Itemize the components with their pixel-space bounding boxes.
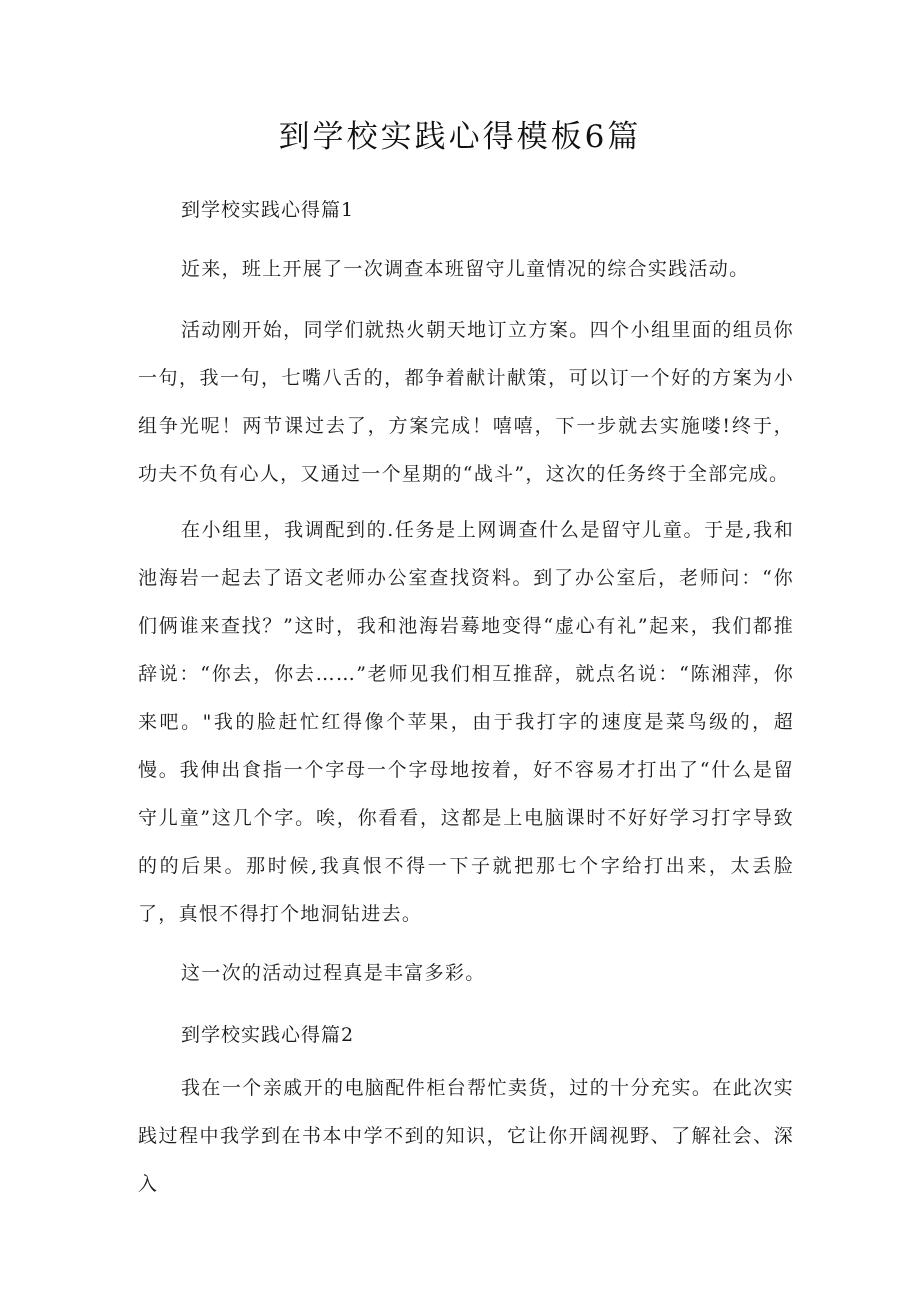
section-heading-2: 到学校实践心得篇2 <box>181 1024 355 1046</box>
section-heading-1: 到学校实践心得篇1 <box>181 199 355 221</box>
document-title: 到学校实践心得模板6篇 <box>278 119 642 155</box>
paragraph: 这一次的活动过程真是丰富多彩。 <box>181 962 486 984</box>
paragraph: 我在一个亲戚开的电脑配件柜台帮忙卖货，过的十分充实。在此次实践过程中我学到在书本中学不到的知识，它让你开阔视野、了解社会、深入 <box>138 1077 794 1195</box>
paragraph: 活动刚开始，同学们就热火朝天地订立方案。四个小组里面的组员你一句，我一句，七嘴八舌的，都争着献计献策，可以订一个好的方案为小组争光呢！两节课过去了，方案完成！嘻嘻，下一步就去实施喽!终于，功夫不负有心人，又通过一个星期的“战斗”，这次的任务终于全部完成。 <box>138 319 794 485</box>
paragraph: 在小组里，我调配到的.任务是上网调查什么是留守儿童。于是,我和池海岩一起去了语文老师办公室查找资料。到了办公室后，老师问：“你们俩谁来查找？”这时，我和池海岩蓦地变得“虚心有礼”起来，我们都推辞说：“你去，你去……”老师见我们相互推辞，就点名说：“陈湘萍，你来吧。"我的脸赶忙红得像个苹果，由于我打字的速度是菜鸟级的，超慢。我伸出食指一个字母一个字母地按着，好不容易才打出了“什么是留守儿童”这几个字。唉，你看看，这都是上电脑课时不好好学习打字导致的的后果。那时候,我真恨不得一下子就把那七个字给打出来，太丢脸了，真恨不得打个地洞钻进去。 <box>138 519 794 925</box>
paragraph: 近来，班上开展了一次调查本班留守儿童情况的综合实践活动。 <box>181 258 750 280</box>
